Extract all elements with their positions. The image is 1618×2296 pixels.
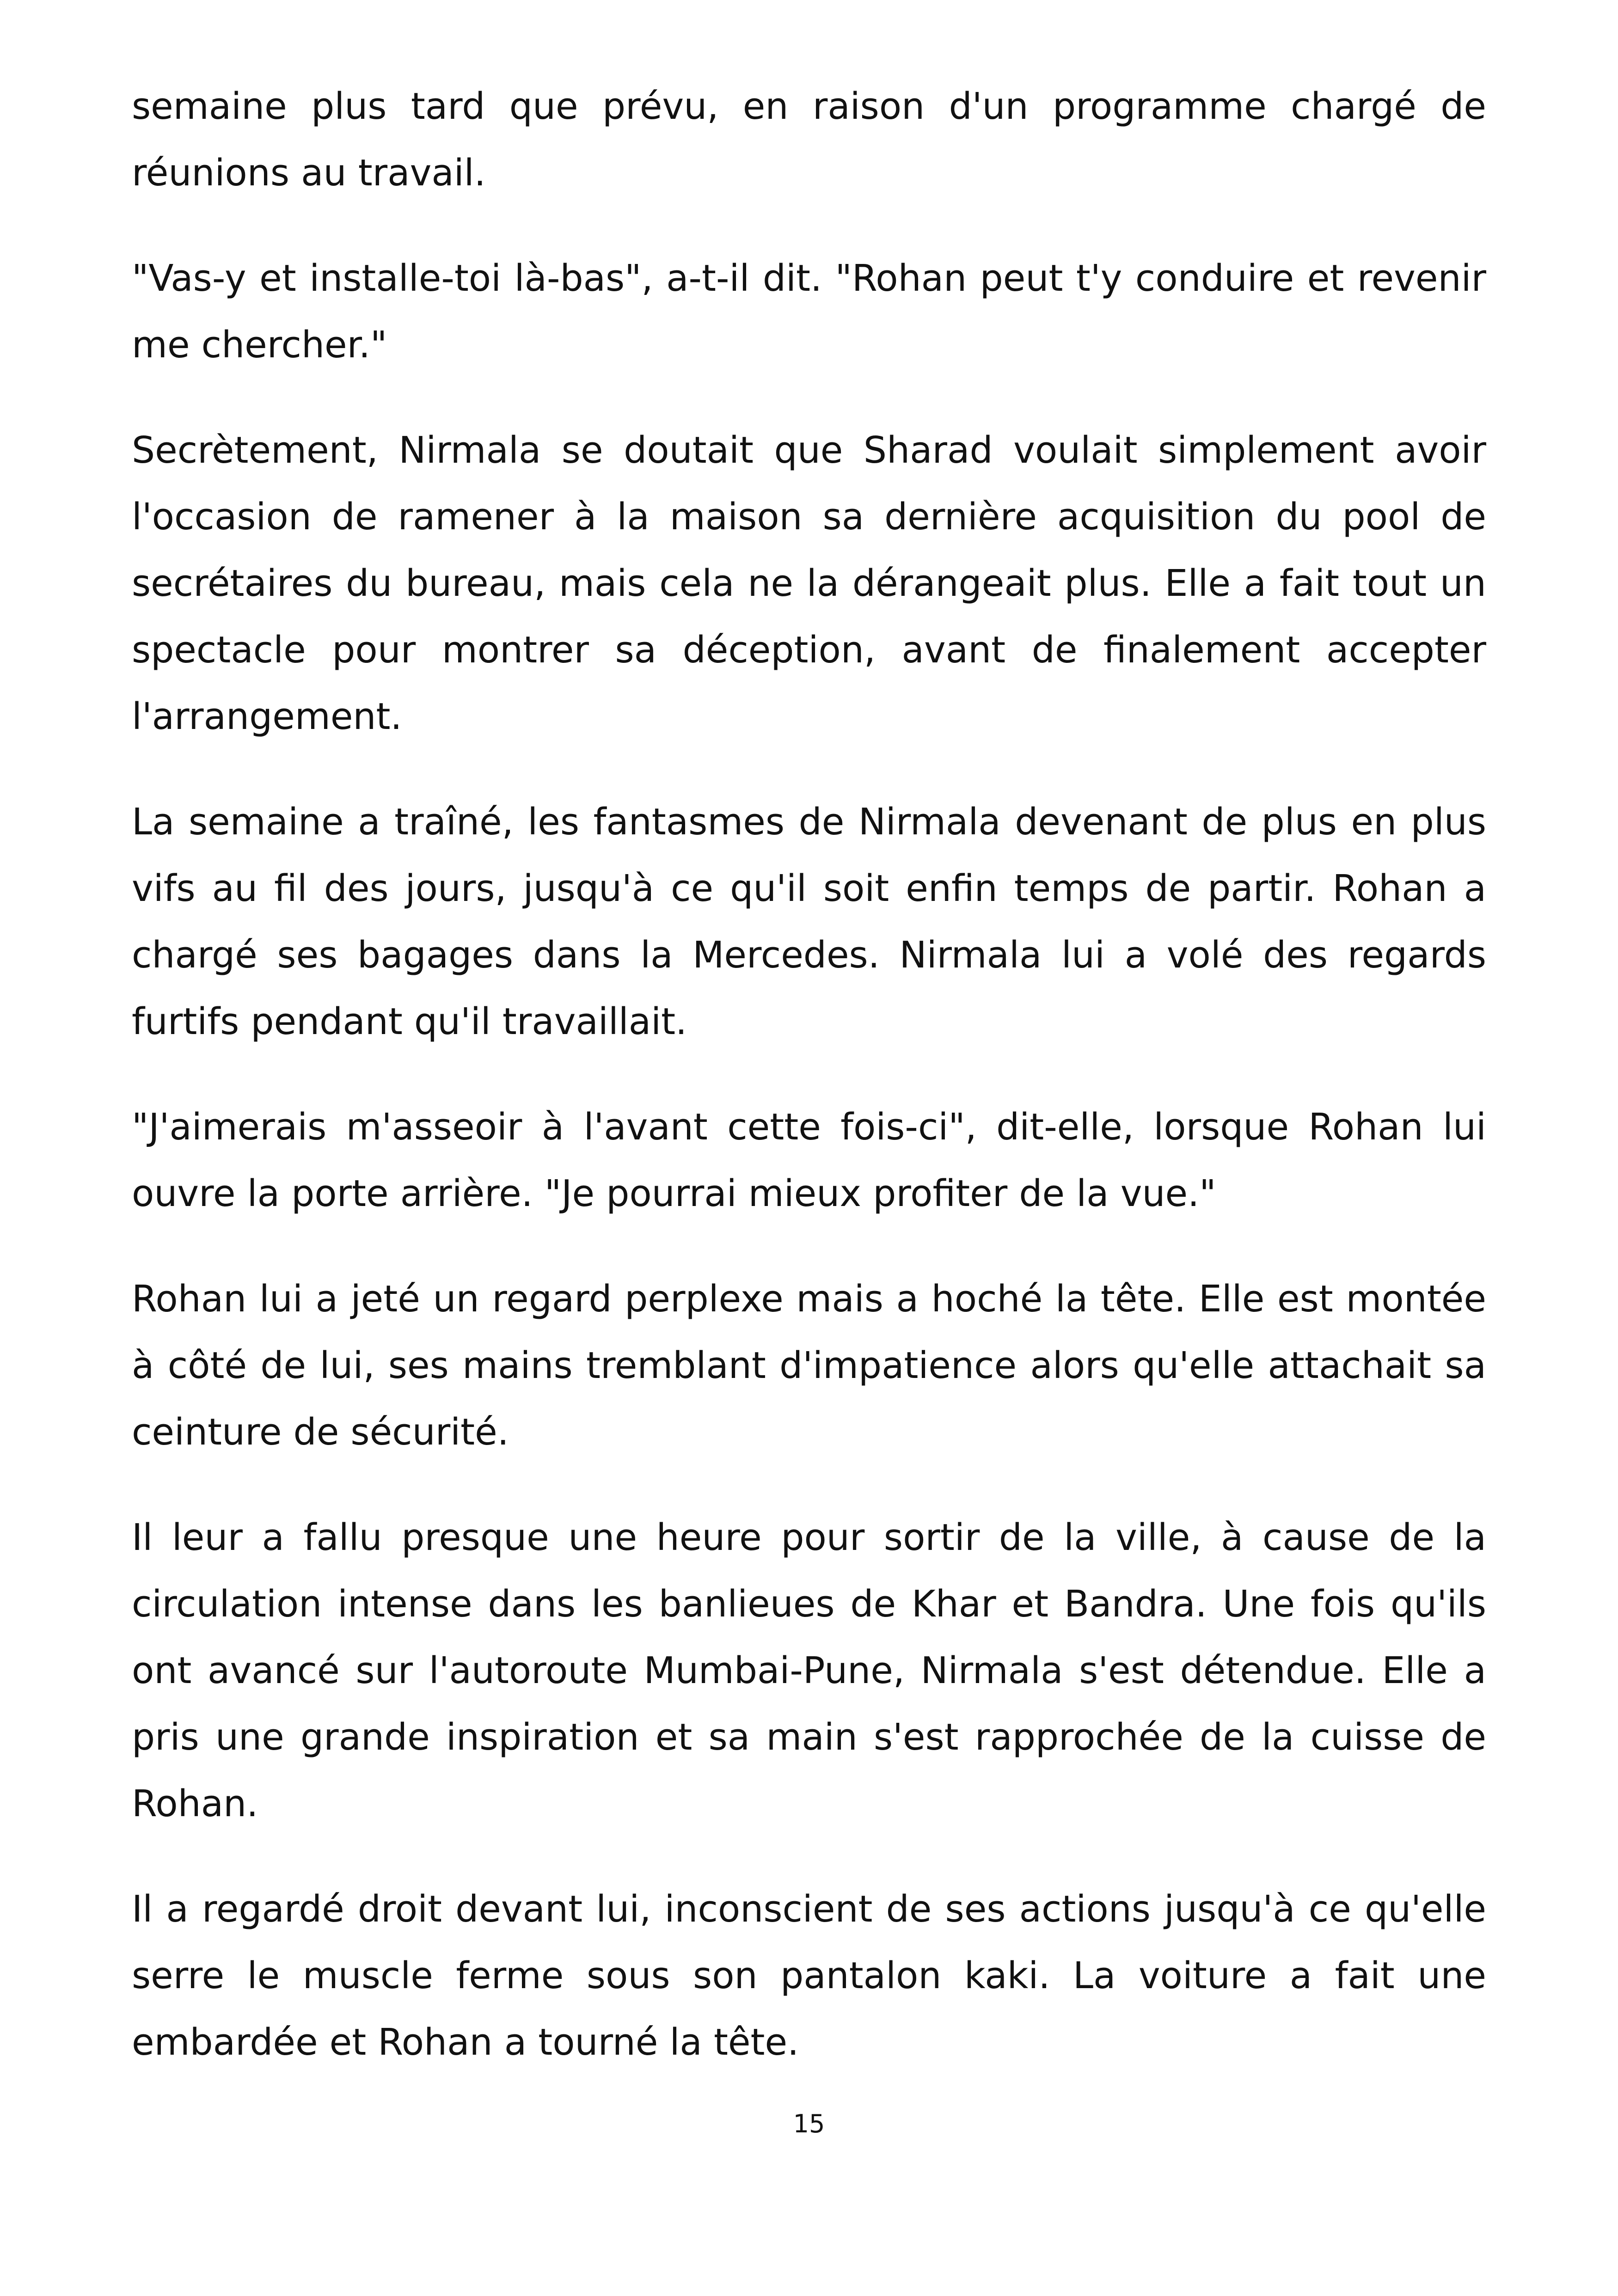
paragraph-8: Il a regardé droit devant lui, inconscient de ses actions jusqu'à ce qu'elle serre le muscle ferme sous son pantalon kaki. La voiture a fait une embardée et Rohan a tourné la tête. <box>132 1888 1486 2063</box>
paragraph-4: La semaine a traîné, les fantasmes de Nirmala devenant de plus en plus vifs au fil des jours, jusqu'à ce qu'il soit enfin temps de partir. Rohan a chargé ses bagages dans la Mercedes. Nirmala lui a volé des regards furtifs pendant qu'il travaillait. <box>132 801 1486 1043</box>
page-number: 15 <box>793 2109 825 2138</box>
paragraph-2: "Vas-y et installe-toi là-bas", a-t-il dit. "Rohan peut t'y conduire et revenir me chercher." <box>132 257 1486 366</box>
paragraph-7: Il leur a fallu presque une heure pour sortir de la ville, à cause de la circulation intense dans les banlieues de Khar et Bandra. Une fois qu'ils ont avancé sur l'autoroute Mumbai-Pune, Nirmala s'est détendue. Elle a pris une grande inspiration et sa main s'est rapprochée de la cuisse de Rohan. <box>132 1516 1486 1825</box>
paragraph-3: Secrètement, Nirmala se doutait que Sharad voulait simplement avoir l'occasion de ramener à la maison sa dernière acquisition du pool de secrétaires du bureau, mais cela ne la dérangeait plus. Elle a fait tout un spectacle pour montrer sa déception, avant de finalement accepter l'arrangement. <box>132 429 1486 738</box>
body-text <box>132 73 1486 2114</box>
paragraph-1: semaine plus tard que prévu, en raison d'un programme chargé de réunions au travail. <box>132 85 1486 194</box>
paragraph-5: "J'aimerais m'asseoir à l'avant cette fois-ci", dit-elle, lorsque Rohan lui ouvre la porte arrière. "Je pourrai mieux profiter de la vue." <box>132 1106 1486 1215</box>
paragraph-6: Rohan lui a jeté un regard perplexe mais a hoché la tête. Elle est montée à côté de lui, ses mains tremblant d'impatience alors qu'elle attachait sa ceinture de sécurité. <box>132 1278 1486 1453</box>
